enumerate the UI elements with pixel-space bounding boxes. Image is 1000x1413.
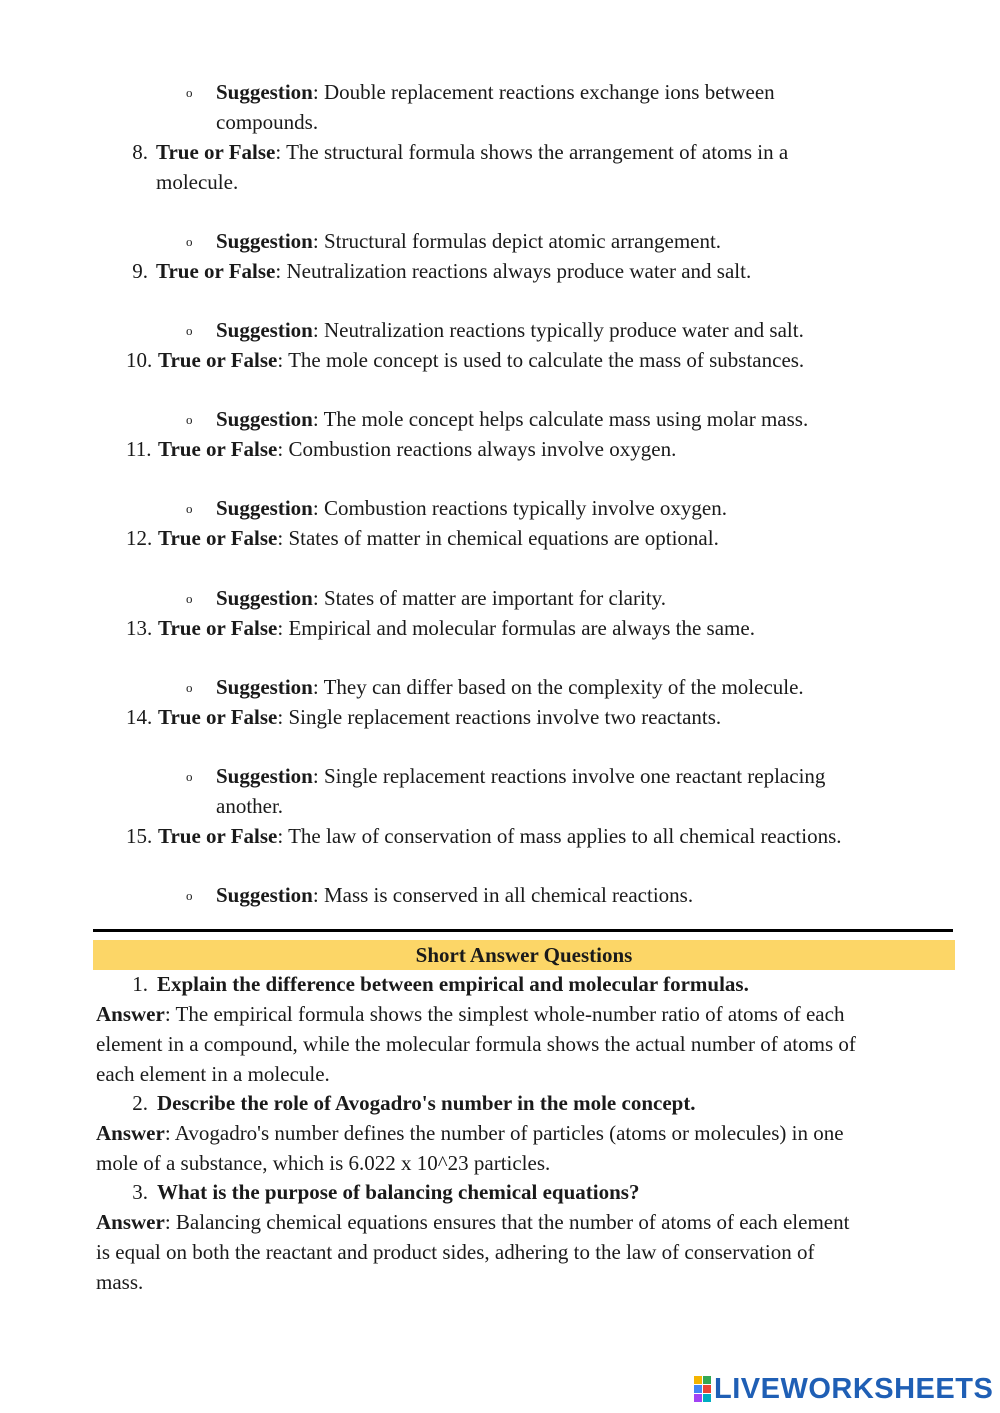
item-number: 9. — [132, 259, 148, 283]
tf-statement: True or False: Single replacement reactions involve two reactants. — [158, 705, 722, 729]
answer-line: is equal on both the reactant and product sides, adhering to the law of conservation of — [96, 1240, 815, 1264]
tf-statement: True or False: States of matter in chemical equations are optional. — [158, 526, 719, 550]
bullet-icon: o — [186, 501, 193, 516]
suggestion-line: Suggestion: Single replacement reactions involve one reactant replacing — [216, 764, 826, 788]
tf-statement: True or False: Combustion reactions always involve oxygen. — [158, 437, 677, 461]
question-number: 1. — [132, 972, 148, 996]
question-number: 3. — [132, 1180, 148, 1204]
item-number: 14. — [126, 705, 153, 729]
suggestion-line: Suggestion: Neutralization reactions typically produce water and salt. — [216, 318, 804, 342]
question-number: 2. — [132, 1091, 148, 1115]
logo-blocks-icon — [694, 1376, 711, 1402]
bullet-icon: o — [186, 680, 193, 695]
tf-statement: True or False: Neutralization reactions always produce water and salt. — [156, 259, 752, 283]
suggestion-line: Suggestion: Double replacement reactions exchange ions between — [216, 80, 775, 104]
tf-statement: True or False: The structural formula shows the arrangement of atoms in a — [156, 140, 789, 164]
question-text: Describe the role of Avogadro's number in the mole concept. — [157, 1091, 696, 1115]
section-heading: Short Answer Questions — [93, 940, 955, 970]
item-number: 10. — [126, 348, 153, 372]
item-number: 8. — [132, 140, 148, 164]
item-number: 15. — [126, 824, 153, 848]
answer-line: Answer: The empirical formula shows the simplest whole-number ratio of atoms of each — [96, 1002, 845, 1026]
answer-line: each element in a molecule. — [96, 1062, 330, 1086]
bullet-icon: o — [186, 591, 193, 606]
bullet-icon: o — [186, 412, 193, 427]
answer-line: element in a compound, while the molecular formula shows the actual number of atoms of — [96, 1032, 856, 1056]
bullet-icon: o — [186, 769, 193, 784]
bullet-icon: o — [186, 85, 193, 100]
suggestion-line: Suggestion: They can differ based on the complexity of the molecule. — [216, 675, 804, 699]
section-divider — [93, 929, 953, 932]
logo-text: LIVEWORKSHEETS — [714, 1372, 994, 1405]
suggestion-line: Suggestion: Structural formulas depict atomic arrangement. — [216, 229, 722, 253]
question-text: What is the purpose of balancing chemical equations? — [157, 1180, 640, 1204]
bullet-icon: o — [186, 234, 193, 249]
suggestion-line-cont: another. — [216, 794, 284, 818]
liveworksheets-logo[interactable] — [694, 1374, 993, 1404]
answer-line: mole of a substance, which is 6.022 x 10^23 particles. — [96, 1151, 551, 1175]
item-number: 11. — [126, 437, 152, 461]
tf-statement: True or False: The mole concept is used to calculate the mass of substances. — [158, 348, 805, 372]
suggestion-line: Suggestion: The mole concept helps calculate mass using molar mass. — [216, 407, 809, 431]
answer-line: Answer: Balancing chemical equations ensures that the number of atoms of each element — [96, 1210, 850, 1234]
suggestion-line: Suggestion: Mass is conserved in all chemical reactions. — [216, 883, 694, 907]
item-number: 12. — [126, 526, 153, 550]
bullet-icon: o — [186, 323, 193, 338]
answer-line: mass. — [96, 1270, 144, 1294]
tf-statement-cont: molecule. — [156, 170, 239, 194]
bullet-icon: o — [186, 888, 193, 903]
suggestion-line: Suggestion: States of matter are important for clarity. — [216, 586, 667, 610]
tf-statement: True or False: Empirical and molecular formulas are always the same. — [158, 616, 755, 640]
suggestion-line-cont: compounds. — [216, 110, 319, 134]
question-text: Explain the difference between empirical and molecular formulas. — [157, 972, 749, 996]
tf-statement: True or False: The law of conservation of mass applies to all chemical reactions. — [158, 824, 842, 848]
answer-line: Answer: Avogadro's number defines the number of particles (atoms or molecules) in one — [96, 1121, 844, 1145]
suggestion-line: Suggestion: Combustion reactions typically involve oxygen. — [216, 496, 727, 520]
item-number: 13. — [126, 616, 153, 640]
